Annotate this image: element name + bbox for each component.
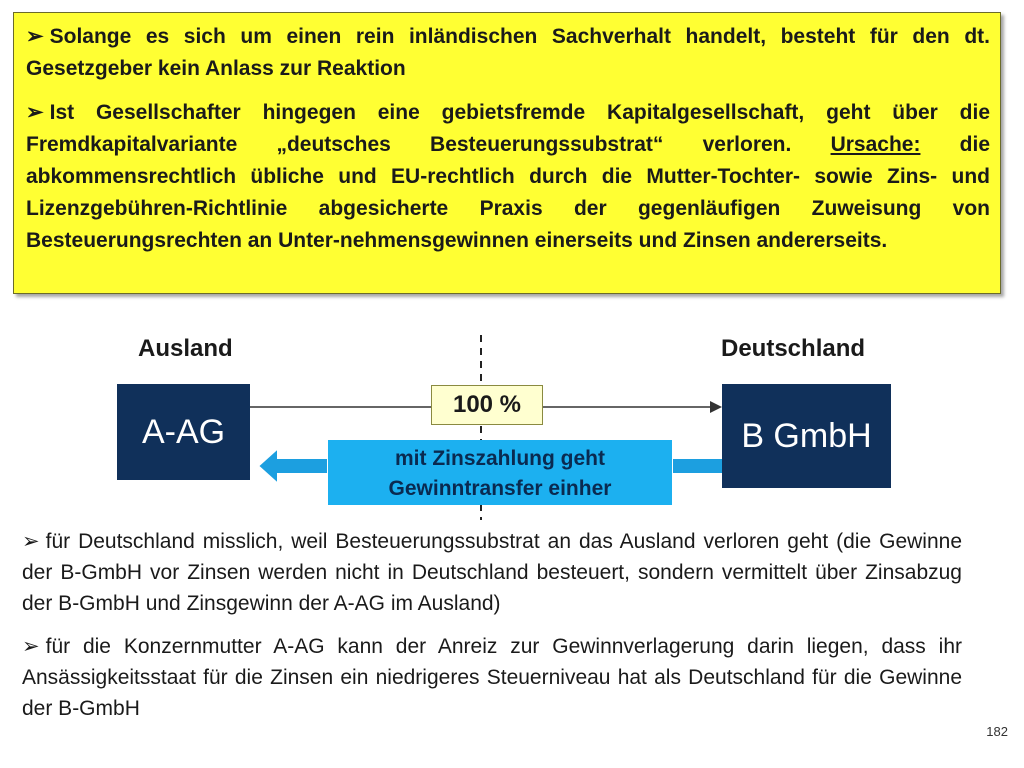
country-label-ausland: Ausland [138, 335, 233, 362]
bullet-arrow-icon: ➢ [22, 635, 40, 658]
transfer-line-2: Gewinntransfer einher [388, 477, 612, 500]
cause-label: Ursache: [830, 133, 921, 156]
bullet-arrow-icon: ➢ [26, 101, 44, 124]
page-number: 182 [986, 724, 1008, 739]
ownership-arrowhead [710, 401, 722, 413]
consequence-bullet-1: ➢ für Deutschland misslich, weil Besteuerungssubstrat an das Ausland verloren geht (die Gewinne der B-GmbH vor Zinsen werden nicht in Deutschland besteuert, sondern vermittelt über Zinsabzug der B-GmbH und Zinsgewinn der A-AG im Ausland) [22, 530, 962, 615]
transfer-line-1: mit Zinszahlung geht [395, 447, 605, 470]
entity-b-gmbh: B GmbH [722, 384, 891, 488]
entity-a-ag: A-AG [117, 384, 250, 480]
bullet-arrow-icon: ➢ [26, 25, 44, 48]
consequence-bullets [22, 526, 962, 724]
consequence-bullet-2: ➢ für die Konzernmutter A-AG kann der Anreiz zur Gewinnverlagerung darin liegen, dass ihr Ansässigkeitsstaat für die Zinsen ein niedrigeres Steuerniveau hat als Deutschland für die Gewinne der B-GmbH [22, 635, 962, 720]
transfer-arrow-left [258, 448, 328, 484]
highlight-bullet-1: ➢ Solange es sich um einen rein inländischen Sachverhalt handelt, besteht für den dt. Gesetzgeber kein Anlass zur Reaktion [26, 25, 990, 80]
bullet-arrow-icon: ➢ [22, 530, 40, 553]
highlight-bullet-2: ➢ Ist Gesellschafter hingegen eine gebietsfremde Kapitalgesellschaft, geht über die Fremdkapitalvariante „deutsches Besteuerungssubstrat“ verloren. Ursache: die abkommensrechtlich übliche und EU-rechtlich durch die Mutter-Tochter- sowie Zins- und Lizenzgebühren-Richtlinie abgesicherte Praxis der gegenläufigen Zuweisung von Besteuerungsrechten an Unter-nehmensgewinnen einerseits und Zinsen andererseits. [26, 101, 991, 252]
country-label-deutschland: Deutschland [721, 335, 866, 362]
share-percentage-box: 100 % [431, 385, 543, 425]
transfer-box [328, 440, 672, 505]
